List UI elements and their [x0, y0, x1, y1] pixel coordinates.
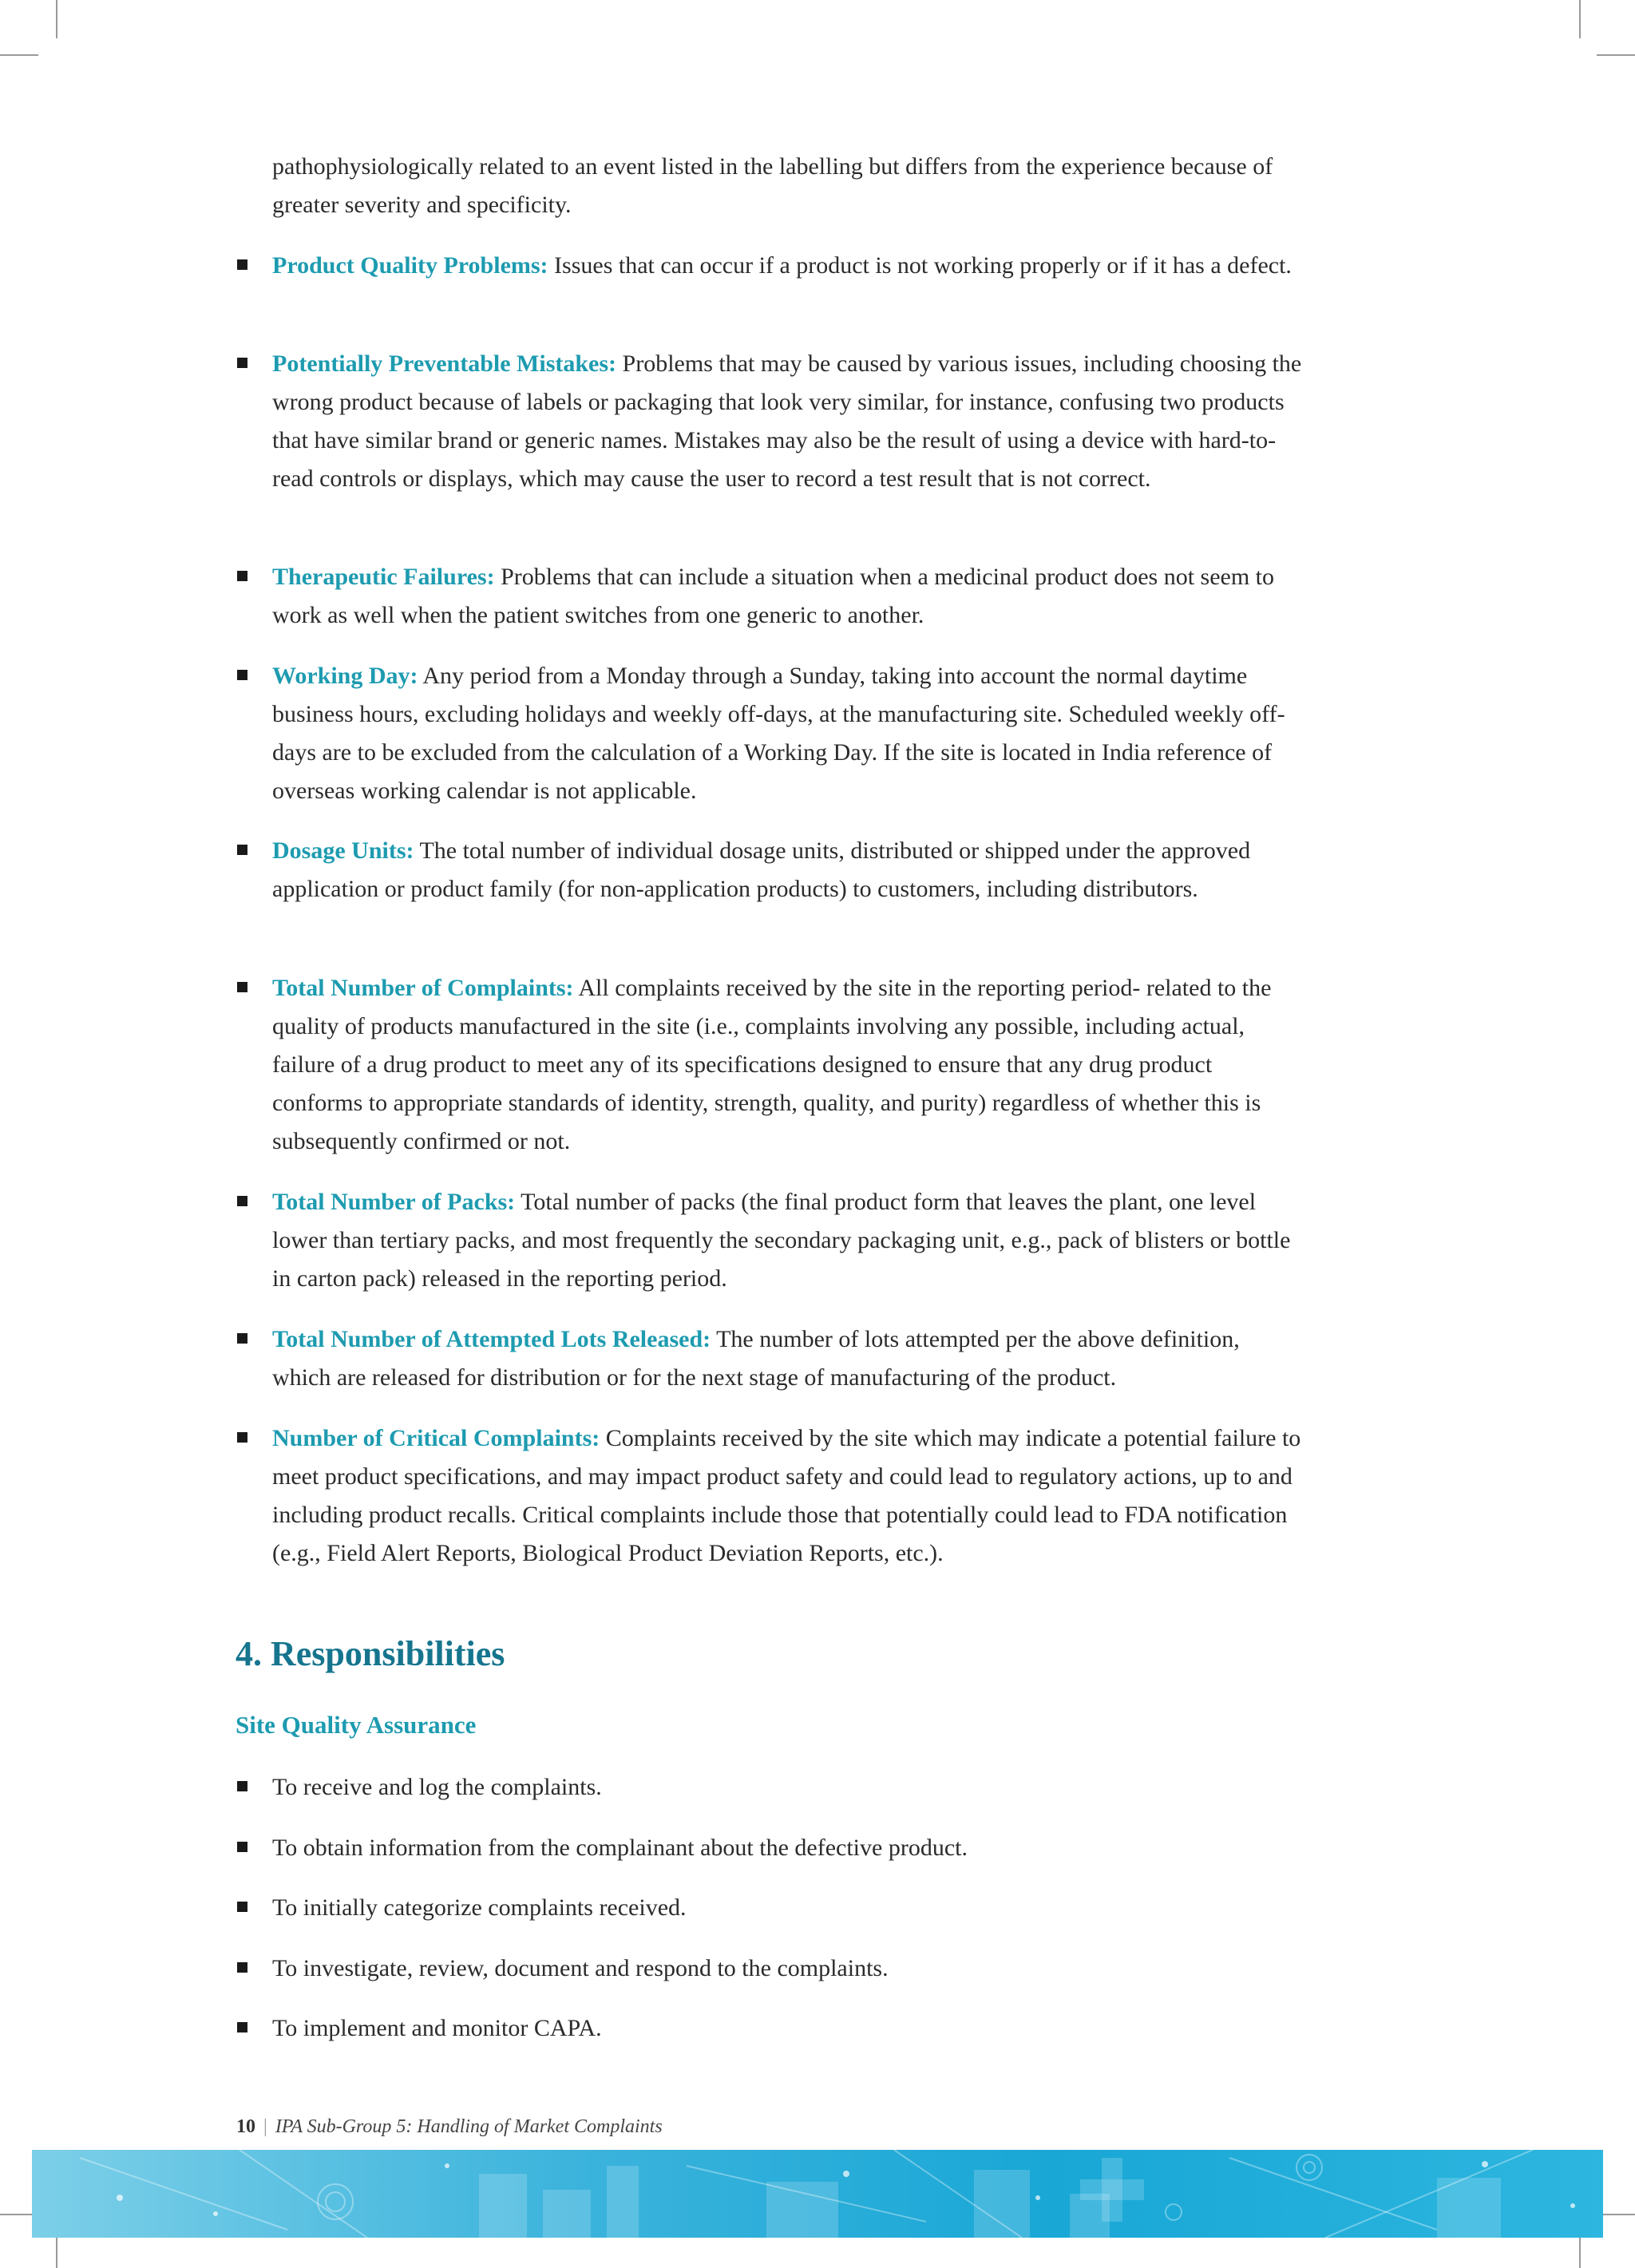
- bullet-square-icon: [237, 571, 247, 581]
- bullet-square-icon: [237, 2022, 247, 2032]
- bullet-square-icon: [237, 1432, 247, 1443]
- definition-text: Problems that can include a situation when a medicinal product does not seem to work as well when the patient switches from one generic to another.: [272, 564, 1275, 628]
- responsibility-item: [236, 1949, 1302, 1988]
- definition-term: Therapeutic Failures:: [272, 564, 495, 590]
- responsibility-text: To implement and monitor CAPA.: [272, 2015, 602, 2041]
- definition-item: [236, 558, 1302, 635]
- definition-item: [236, 832, 1302, 908]
- bullet-square-icon: [237, 1196, 247, 1206]
- bullet-square-icon: [237, 1962, 247, 1973]
- definition-text: The number of lots attempted per the above definition, which are released for distribution or for the next stage of manufacturing of the product.: [272, 1326, 1240, 1391]
- bullet-square-icon: [237, 1781, 247, 1791]
- definition-text: The total number of individual dosage units, distributed or shipped under the approved application or product family (for non-application products) to customers, including distributors.: [272, 837, 1251, 902]
- bullet-square-icon: [237, 1842, 247, 1852]
- definition-term: Product Quality Problems:: [272, 252, 548, 279]
- bullet-square-icon: [237, 1902, 247, 1912]
- definition-term: Total Number of Complaints:: [272, 975, 574, 1001]
- definition-term: Working Day:: [272, 663, 418, 689]
- bullet-square-icon: [237, 358, 247, 368]
- crop-mark: [1579, 0, 1581, 38]
- footer-separator: |: [263, 2116, 267, 2137]
- definition-item: [236, 247, 1302, 285]
- bullet-square-icon: [237, 670, 247, 680]
- section-heading: 4. Responsibilities: [236, 1634, 505, 1673]
- crop-mark: [56, 0, 57, 38]
- footer-banner: [32, 2150, 1603, 2238]
- definition-text: Complaints received by the site which may indicate a potential failure to meet product specifications, and may impact product safety and could lead to regulatory actions, up to and including product recalls. Critical complaints include those that potentially could lead to FDA notification (e.g., Field Alert Reports, Biological Product Deviation Reports, etc.).: [272, 1425, 1301, 1566]
- responsibility-item: [236, 2009, 1302, 2048]
- definition-item: [236, 1183, 1302, 1298]
- definition-text: All complaints received by the site in the reporting period- related to the quality of products manufactured in the site (i.e., complaints involving any possible, including actual, failure of a drug product to meet any of its specifications designed to ensure that any drug product conforms to appropriate standards of identity, strength, quality, and purity) regardless of whether this is subsequently confirmed or not.: [272, 975, 1272, 1154]
- definition-text: Issues that can occur if a product is not working properly or if it has a defect.: [548, 252, 1292, 279]
- responsibility-item: [236, 1889, 1302, 1927]
- intro-continuation: pathophysiologically related to an event listed in the labelling but differs from the experience because of greater severity and specificity.: [272, 153, 1273, 218]
- bullet-square-icon: [237, 259, 247, 270]
- definition-term: Potentially Preventable Mistakes:: [272, 350, 617, 377]
- definition-item: [236, 1419, 1302, 1573]
- responsibility-text: To initially categorize complaints received.: [272, 1894, 687, 1921]
- definition-text: Any period from a Monday through a Sunday, taking into account the normal daytime business hours, excluding holidays and weekly off-days, at the manufacturing site. Scheduled weekly off-days are to be excluded from the calculation of a Working Day. If the site is located in India reference of overseas working calendar is not applicable.: [272, 663, 1285, 804]
- bullet-square-icon: [237, 982, 247, 992]
- definition-item: [236, 657, 1302, 810]
- responsibility-item: [236, 1829, 1302, 1867]
- bullet-square-icon: [237, 1333, 247, 1344]
- definition-term: Number of Critical Complaints:: [272, 1425, 600, 1451]
- sub-heading: Site Quality Assurance: [236, 1711, 477, 1739]
- molecular-pattern-graphic: [32, 2150, 1603, 2238]
- bullet-square-icon: [237, 845, 247, 855]
- page-number: 10: [236, 2116, 255, 2137]
- definition-item: [236, 1320, 1302, 1397]
- responsibility-text: To obtain information from the complainant about the defective product.: [272, 1835, 968, 1861]
- responsibility-text: To receive and log the complaints.: [272, 1774, 602, 1800]
- crop-mark: [0, 54, 38, 56]
- definition-term: Total Number of Attempted Lots Released:: [272, 1326, 711, 1352]
- definition-text: Total number of packs (the final product form that leaves the plant, one level lower than tertiary packs, and most frequently the secondary packaging unit, e.g., pack of blisters or bottle in carton pack) released in the reporting period.: [272, 1189, 1291, 1292]
- definition-term: Total Number of Packs:: [272, 1189, 516, 1215]
- definition-item: [236, 345, 1302, 498]
- responsibility-text: To investigate, review, document and respond to the complaints.: [272, 1955, 889, 1981]
- definition-item: [236, 969, 1302, 1161]
- definition-term: Dosage Units:: [272, 837, 414, 864]
- crop-mark: [1597, 54, 1635, 56]
- definition-text: Problems that may be caused by various issues, including choosing the wrong product because of labels or packaging that look very similar, for instance, confusing two products that have similar brand or generic names. Mistakes may also be the result of using a device with hard-to-read controls or displays, which may cause the user to record a test result that is not correct.: [272, 350, 1302, 492]
- footer-title: IPA Sub-Group 5: Handling of Market Complaints: [275, 2116, 663, 2137]
- responsibility-item: [236, 1768, 1302, 1807]
- page-footer: [236, 2116, 663, 2138]
